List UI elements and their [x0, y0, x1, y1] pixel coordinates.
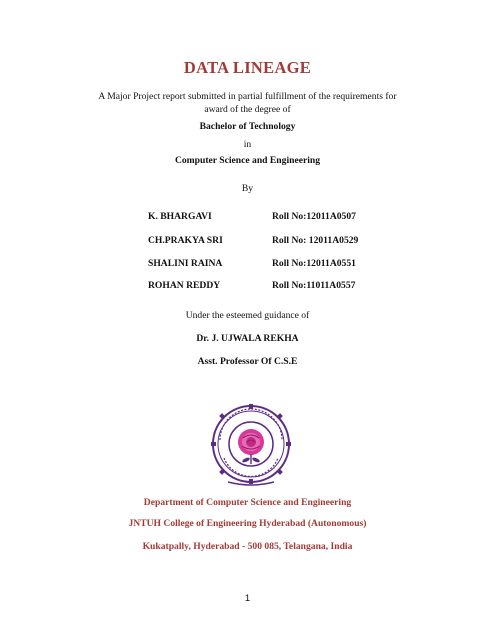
document-title: DATA LINEAGE	[183, 58, 312, 77]
college-name: JNTUH College of Engineering Hyderabad (Autonomous)	[128, 518, 367, 529]
student-roll-3: Roll No:12011A0551	[272, 258, 356, 269]
jntu-seal-icon	[206, 402, 296, 488]
student-roll-2: Roll No: 12011A0529	[272, 235, 359, 246]
student-name-4: ROHAN REDDY	[148, 280, 221, 291]
branch-name: Computer Science and Engineering	[174, 155, 321, 166]
intro-text	[0, 88, 495, 105]
page-number: 1	[244, 593, 251, 604]
student-name-3: SHALINI RAINA	[148, 258, 223, 269]
intro-line-2: award of the degree of	[204, 104, 291, 115]
student-name-1: K. BHARGAVI	[148, 211, 212, 222]
degree-name: Bachelor of Technology	[199, 121, 296, 132]
college-address: Kukatpally, Hyderabad - 500 085, Telangana, India	[142, 541, 353, 552]
student-roll-4: Roll No:11011A0557	[272, 280, 356, 291]
guidance-text: Under the esteemed guidance of	[185, 310, 310, 321]
in-label: in	[243, 139, 252, 150]
guide-name: Dr. J. UJWALA REKHA	[196, 333, 299, 344]
student-name-2: CH.PRAKYA SRI	[148, 235, 223, 246]
guide-designation: Asst. Professor Of C.S.E	[197, 356, 298, 367]
student-roll-1: Roll No:12011A0507	[272, 211, 356, 222]
intro-line-1: A Major Project report submitted in partial fulfillment of the requirements for	[98, 91, 397, 102]
by-label: By	[241, 183, 254, 194]
department-name: Department of Computer Science and Engineering	[143, 497, 352, 508]
